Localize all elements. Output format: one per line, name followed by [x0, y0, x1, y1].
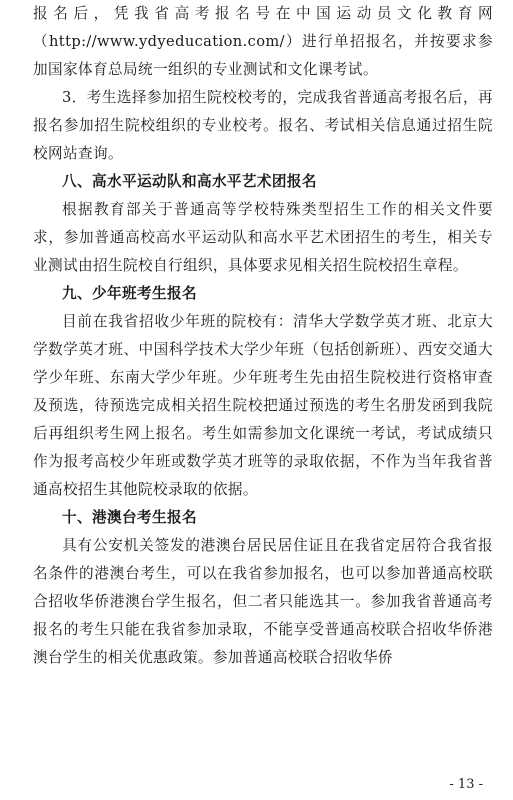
document-body	[33, 0, 493, 672]
paragraph-hk-macao-taiwan: 具有公安机关签发的港澳台居民居住证且在我省定居符合我省报名条件的港澳台考生，可以在我省参加报名，也可以参加普通高校联合招收华侨港澳台学生报名，但二者只能选其一。参加我省普通高考报名的考生只能在我省参加录取，不能享受普通高校联合招收华侨港澳台学生的相关优惠政策。参加普通高校联合招收华侨	[33, 537, 493, 666]
page-number: - 13 -	[449, 777, 483, 792]
section-heading-high-level-teams: 八、高水平运动队和高水平艺术团报名	[62, 173, 317, 190]
paragraph-junior-class: 目前在我省招收少年班的院校有：清华大学数学英才班、北京大学数学英才班、中国科学技术大学少年班（包括创新班）、西安交通大学少年班、东南大学少年班。少年班考生先由招生院校进行资格审查及预选，待预选完成相关招生院校把通过预选的考生名册发函到我院后再组织考生网上报名。考生如需参加文化课统一考试，考试成绩只作为报考高校少年班或数学英才班等的录取依据，不作为当年我省普通高校招生其他院校录取的依据。	[33, 313, 493, 498]
paragraph-sports-registration-cont: 报名后，凭我省高考报名号在中国运动员文化教育网（http://www.ydyeducation.com/）进行单招报名，并按要求参加国家体育总局统一组织的专业测试和文化课考试。	[33, 5, 493, 78]
section-heading-hk-macao-taiwan: 十、港澳台考生报名	[62, 509, 197, 526]
paragraph-school-exam: 3．考生选择参加招生院校校考的，完成我省普通高考报名后，再报名参加招生院校组织的专业校考。报名、考试相关信息通过招生院校网站查询。	[33, 89, 493, 162]
section-heading-junior-class: 九、少年班考生报名	[62, 285, 197, 302]
paragraph-high-level-teams: 根据教育部关于普通高等学校特殊类型招生工作的相关文件要求，参加普通高校高水平运动队和高水平艺术团招生的考生，相关专业测试由招生院校自行组织，具体要求见相关招生院校招生章程。	[33, 201, 493, 274]
